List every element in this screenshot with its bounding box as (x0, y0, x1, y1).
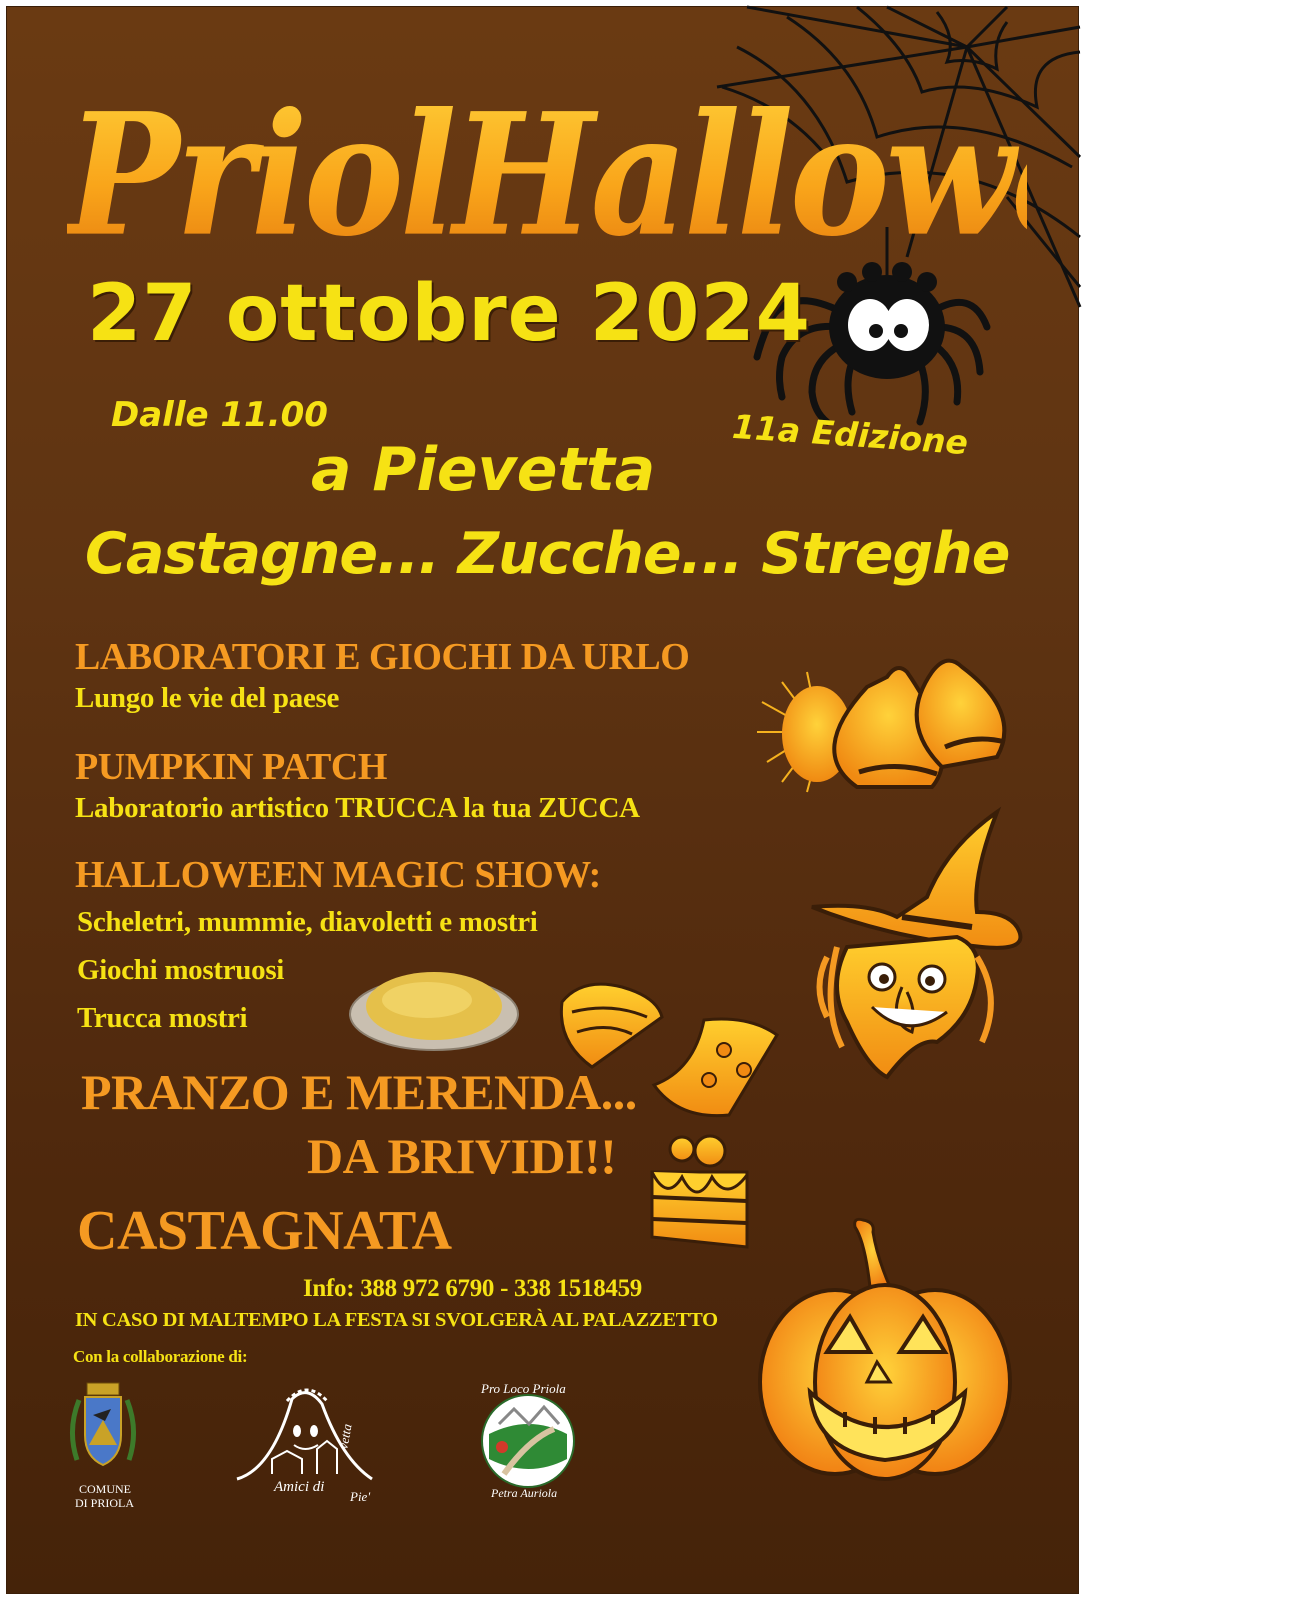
jack-o-lantern-icon (755, 1212, 1015, 1482)
event-place: a Pievetta (311, 435, 656, 505)
edition-label: 11a Edizione (730, 406, 970, 463)
activity-description: Laboratorio artistico TRUCCA la tua ZUCCA (75, 792, 640, 824)
event-title: PriolHalloween (67, 69, 1027, 282)
comune-label: DI PRIOLA (75, 1496, 134, 1510)
lunch-heading: PRANZO E MERENDA... (81, 1064, 637, 1120)
cake-icon (642, 1127, 757, 1257)
witch-icon (807, 807, 1032, 1092)
event-date: 27 ottobre 2024 (87, 269, 811, 359)
activity-line: Scheletri, mummie, diavoletti e mostri (77, 906, 538, 938)
comune-label: COMUNE (79, 1482, 132, 1496)
activity-title: LABORATORI E GIOCHI DA URLO (75, 636, 690, 678)
amici-logo-text-vetta: vetta (335, 1422, 355, 1451)
chestnut-icon (747, 642, 1017, 802)
event-tagline: Castagne... Zucche... Streghe (85, 521, 1010, 587)
activity-title: PUMPKIN PATCH (75, 746, 387, 788)
activity-title: HALLOWEEN MAGIC SHOW: (75, 854, 601, 896)
activity-line: Giochi mostruosi (77, 954, 285, 986)
amici-di-pievetta-logo (232, 1379, 382, 1509)
pro-loco-top-text: Pro Loco Priola (481, 1381, 566, 1396)
amici-logo-text: Amici di (274, 1479, 325, 1495)
event-poster (6, 6, 1299, 1594)
activity-description: Lungo le vie del paese (75, 682, 340, 714)
collaboration-label: Con la collaborazione di: (73, 1347, 248, 1366)
weather-notice: IN CASO DI MALTEMPO LA FESTA SI SVOLGERÀ AL PALAZZETTO (75, 1309, 718, 1331)
lunch-subheading: DA BRIVIDI!! (307, 1128, 617, 1184)
pizza-slice-icon (649, 1010, 784, 1120)
event-time: Dalle 11.00 (111, 395, 328, 435)
castagnata-heading: CASTAGNATA (77, 1200, 452, 1262)
focaccia-image (347, 962, 522, 1057)
info-phone: Info: 388 972 6790 - 338 1518459 (303, 1275, 643, 1302)
comune-crest-logo (67, 1375, 139, 1480)
pro-loco-priola-logo (469, 1379, 587, 1499)
amici-logo-text-pie: Pie' (350, 1489, 371, 1504)
activity-line: Trucca mostri (77, 1002, 248, 1034)
pro-loco-bottom-text: Petra Auriola (491, 1486, 558, 1500)
